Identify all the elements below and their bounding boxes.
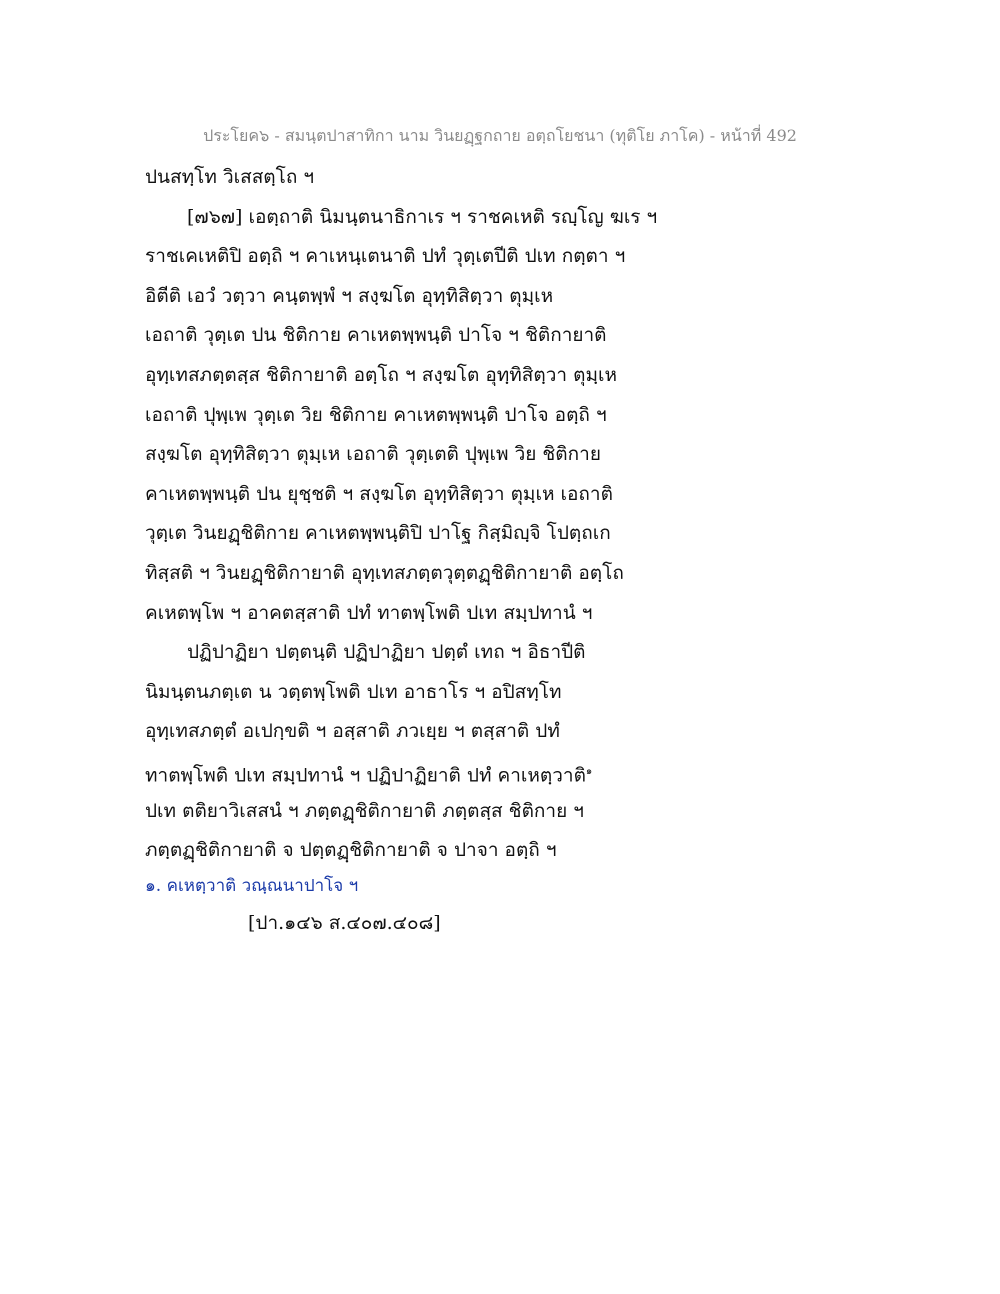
text-line: ปนสทฺโท วิเสสตฺโถ ฯ [145,166,315,188]
text-line-with-footnote-ref [145,752,865,792]
text-line: ทิสฺสติ ฯ วินยฏฺชิติกายาติ อุทฺเทสภตฺตวุตฺตฏฺชิติกายาติ อตฺโถ [145,561,624,584]
text-line: คาเหตพฺพนฺติ ปน ยุชฺชติ ฯ สงฺฆโต อุทฺทิสิตฺวา ตุมฺเห เอถาติ [145,482,613,505]
text-line: ปเท ตติยาวิเสสนํ ฯ ภตฺตฏฺชิติกายาติ ภตฺตสฺส ชิติกาย ฯ [145,799,584,822]
text-line: วุตฺเต วินยฏฺชิติกาย คาเหตพฺพนฺติปิ ปาโฐ กิสฺมิญฺจิ โปตฺถเก [145,522,611,545]
footnote: ๑. คเหตฺวาติ วณฺณนาปาโจ ฯ [145,875,359,896]
text-line: ปฏิปาฏิยา ปตฺตนฺติ ปฏิปาฏิยา ปตฺตํ เทถ ฯ อิธาปีติ [187,641,586,664]
text-line: สงฺฆโต อุทฺทิสิตฺวา ตุมฺเห เอถาติ วุตฺเตติ ปุพฺเพ วิย ชิติกาย [145,443,601,466]
text-line: อิตีติ เอวํ วตฺวา คนฺตพฺพํ ฯ สงฺฆโต อุทฺทิสิตฺวา ตุมฺเห [145,284,554,307]
text-line: อุทฺเทสภตฺตํ อเปกฺขติ ฯ อสฺสาติ ภวเยฺย ฯ ตสฺสาติ ปทํ [145,720,560,743]
text-line: ภตฺตฏฺชิติกายาติ จ ปตฺตฏฺชิติกายาติ จ ปาจา อตฺถิ ฯ [145,839,557,862]
text-line: [๗๖๗] เอตฺถาติ นิมนฺตนาธิกาเร ฯ ราชคเหติ รญฺโญ ฆเร ฯ [187,205,658,228]
text-line: คเหตพฺโพ ฯ อาคตสฺสาติ ปทํ ทาตพฺโพติ ปเท สมฺปทานํ ฯ [145,601,593,624]
body-text [145,158,865,901]
footnote-marker: ๑ [585,765,593,777]
running-header: ประโยค๖ - สมนฺตปาสาทิกา นาม วินยฏฺฐกถาย อตฺถโยชนา (ทุติโย ภาโค) - หน้าที่ 492 [203,126,797,145]
text-line: ทาตพฺโพติ ปเท สมฺปทานํ ฯ ปฏิปาฏิยาติ ปทํ คาเหตฺวาติ [145,764,586,787]
page-reference: [ปา.๑๔๖ ส.๔๐๗.๔๐๘] [248,912,441,934]
text-line: เอถาติ วุตฺเต ปน ชิติกาย คาเหตพฺพนฺติ ปาโจ ฯ ชิติกายาติ [145,324,607,347]
text-line: อุทฺเทสภตฺตสฺส ชิติกายาติ อตฺโถ ฯ สงฺฆโต อุทฺทิสิตฺวา ตุมฺเห [145,363,617,386]
text-line: ราชเคเหติปิ อตฺถิ ฯ คาเหนฺเตนาติ ปทํ วุตฺเตปีติ ปเท กตฺตา ฯ [145,245,626,268]
text-line: นิมนฺตนภตฺเต น วตฺตพฺโพติ ปเท อาธาโร ฯ อปิสทฺโท [145,680,562,703]
text-line: เอถาติ ปุพฺเพ วุตฺเต วิย ชิติกาย คาเหตพฺพนฺติ ปาโจ อตฺถิ ฯ [145,403,607,426]
